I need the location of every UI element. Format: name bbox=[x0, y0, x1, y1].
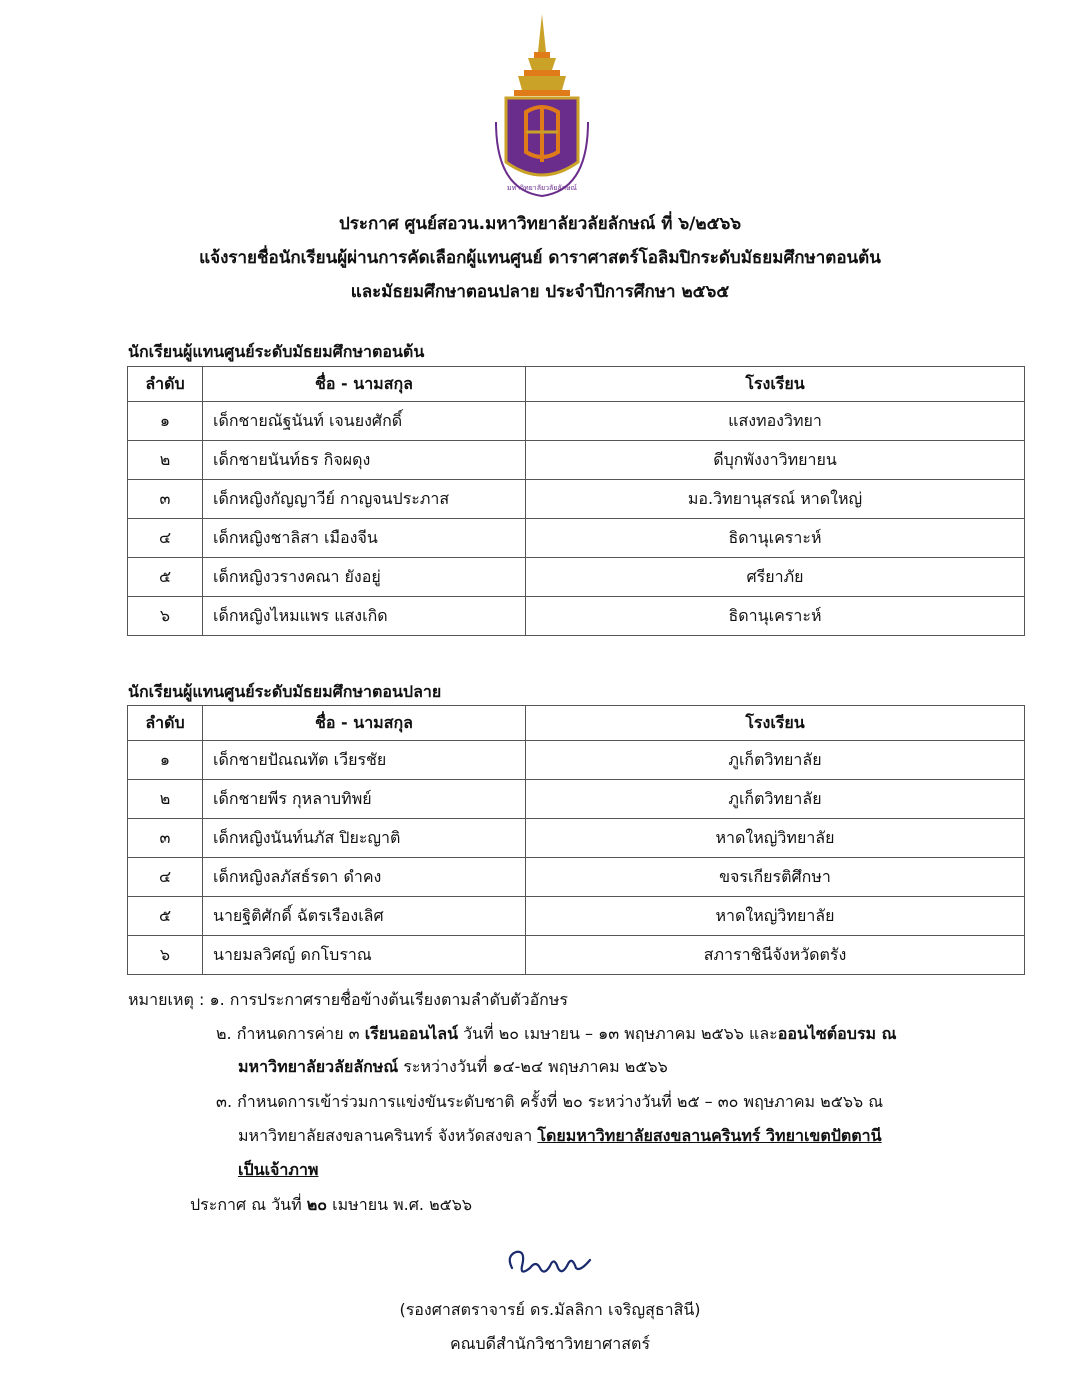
declaration-date: ประกาศ ณ วันที่ ๒๐ เมษายน พ.ศ. ๒๕๖๖ bbox=[190, 1195, 473, 1214]
table-row: ๖ นายมลวิศญ์ ดกโบราณ สภาราชินีจังหวัดตรัง bbox=[128, 936, 1025, 975]
table-row: ๖ เด็กหญิงไหมแพร แสงเกิด ธิดานุเคราะห์ bbox=[128, 597, 1025, 636]
logo-text: มหาวิทยาลัยวลัยลักษณ์ bbox=[506, 184, 578, 192]
university-seal-icon bbox=[488, 12, 596, 202]
table-row: ๑ เด็กชายปัณณทัต เวียรชัย ภูเก็ตวิทยาลัย bbox=[128, 741, 1025, 780]
note-2-cont: มหาวิทยาลัยวลัยลักษณ์ ระหว่างวันที่ ๑๔-๒๔ พฤษภาคม ๒๕๖๖ bbox=[238, 1057, 668, 1076]
column-no: ลำดับ bbox=[128, 706, 203, 741]
column-school: โรงเรียน bbox=[526, 367, 1025, 402]
table-row: ๕ เด็กหญิงวรางคณา ยังอยู่ ศรียาภัย bbox=[128, 558, 1025, 597]
table-row: ๓ เด็กหญิงกัญญาวีย์ กาญจนประภาส มอ.วิทยานุสรณ์ หาดใหญ่ bbox=[128, 480, 1025, 519]
note-3-cont: มหาวิทยาลัยสงขลานครินทร์ จังหวัดสงขลา โดยมหาวิทยาลัยสงขลานครินทร์ วิทยาเขตปัตตานี bbox=[238, 1126, 882, 1145]
table-row: ๒ เด็กชายนันท์ธร กิจผดุง ดีบุกพังงาวิทยายน bbox=[128, 441, 1025, 480]
note-label: หมายเหตุ : bbox=[128, 990, 205, 1009]
note-3-host: เป็นเจ้าภาพ bbox=[238, 1160, 319, 1179]
senior-table bbox=[127, 705, 1025, 975]
signer-position: คณบดีสำนักวิชาวิทยาศาสตร์ bbox=[449, 1334, 651, 1353]
junior-table bbox=[127, 366, 1025, 636]
signature-icon bbox=[500, 1238, 600, 1283]
signer-name: (รองศาสตราจารย์ ดร.มัลลิกา เจริญสุธาสินี) bbox=[399, 1300, 701, 1319]
column-school: โรงเรียน bbox=[526, 706, 1025, 741]
title-line-3: และมัธยมศึกษาตอนปลาย ประจำปีการศึกษา ๒๕๖๕ bbox=[350, 282, 730, 302]
junior-section-title: นักเรียนผู้แทนศูนย์ระดับมัธยมศึกษาตอนต้น bbox=[128, 342, 425, 361]
table-row: ๔ เด็กหญิงลภัสธ์รดา ดำคง ขจรเกียรติศึกษา bbox=[128, 858, 1025, 897]
title-line-1: ประกาศ ศูนย์สอวน.มหาวิทยาลัยวลัยลักษณ์ ที่ ๖/๒๕๖๖ bbox=[338, 214, 742, 234]
column-no: ลำดับ bbox=[128, 367, 203, 402]
table-row: ๒ เด็กชายพีร กุหลาบทิพย์ ภูเก็ตวิทยาลัย bbox=[128, 780, 1025, 819]
note-1-text: ๑. การประกาศรายชื่อข้างต้นเรียงตามลำดับตัวอักษร bbox=[209, 990, 569, 1009]
table-row: ๕ นายฐิติศักดิ์ ฉัตรเรืองเลิศ หาดใหญ่วิทยาลัย bbox=[128, 897, 1025, 936]
table-row: ๓ เด็กหญิงนันท์นภัส ปิยะญาติ หาดใหญ่วิทยาลัย bbox=[128, 819, 1025, 858]
senior-section-title: นักเรียนผู้แทนศูนย์ระดับมัธยมศึกษาตอนปลาย bbox=[128, 682, 442, 701]
column-name: ชื่อ - นามสกุล bbox=[203, 706, 526, 741]
column-name: ชื่อ - นามสกุล bbox=[203, 367, 526, 402]
table-row: ๑ เด็กชายณัฐนันท์ เจนยงศักดิ์ แสงทองวิทยา bbox=[128, 402, 1025, 441]
note-1 bbox=[128, 988, 568, 1013]
note-3: ๓. กำหนดการเข้าร่วมการแข่งขันระดับชาติ ครั้งที่ ๒๐ ระหว่างวันที่ ๒๕ – ๓๐ พฤษภาคม ๒๕๖๖ ณ bbox=[216, 1092, 884, 1111]
table-row: ๔ เด็กหญิงชาลิสา เมืองจีน ธิดานุเคราะห์ bbox=[128, 519, 1025, 558]
title-line-2: แจ้งรายชื่อนักเรียนผู้ผ่านการคัดเลือกผู้แทนศูนย์ ดาราศาสตร์โอลิมปิกระดับมัธยมศึกษาตอนต้น bbox=[199, 248, 881, 268]
note-2: ๒. กำหนดการค่าย ๓ เรียนออนไลน์ วันที่ ๒๐ เมษายน – ๑๓ พฤษภาคม ๒๕๖๖ และออนไซต์อบรม ณ bbox=[216, 1024, 897, 1043]
